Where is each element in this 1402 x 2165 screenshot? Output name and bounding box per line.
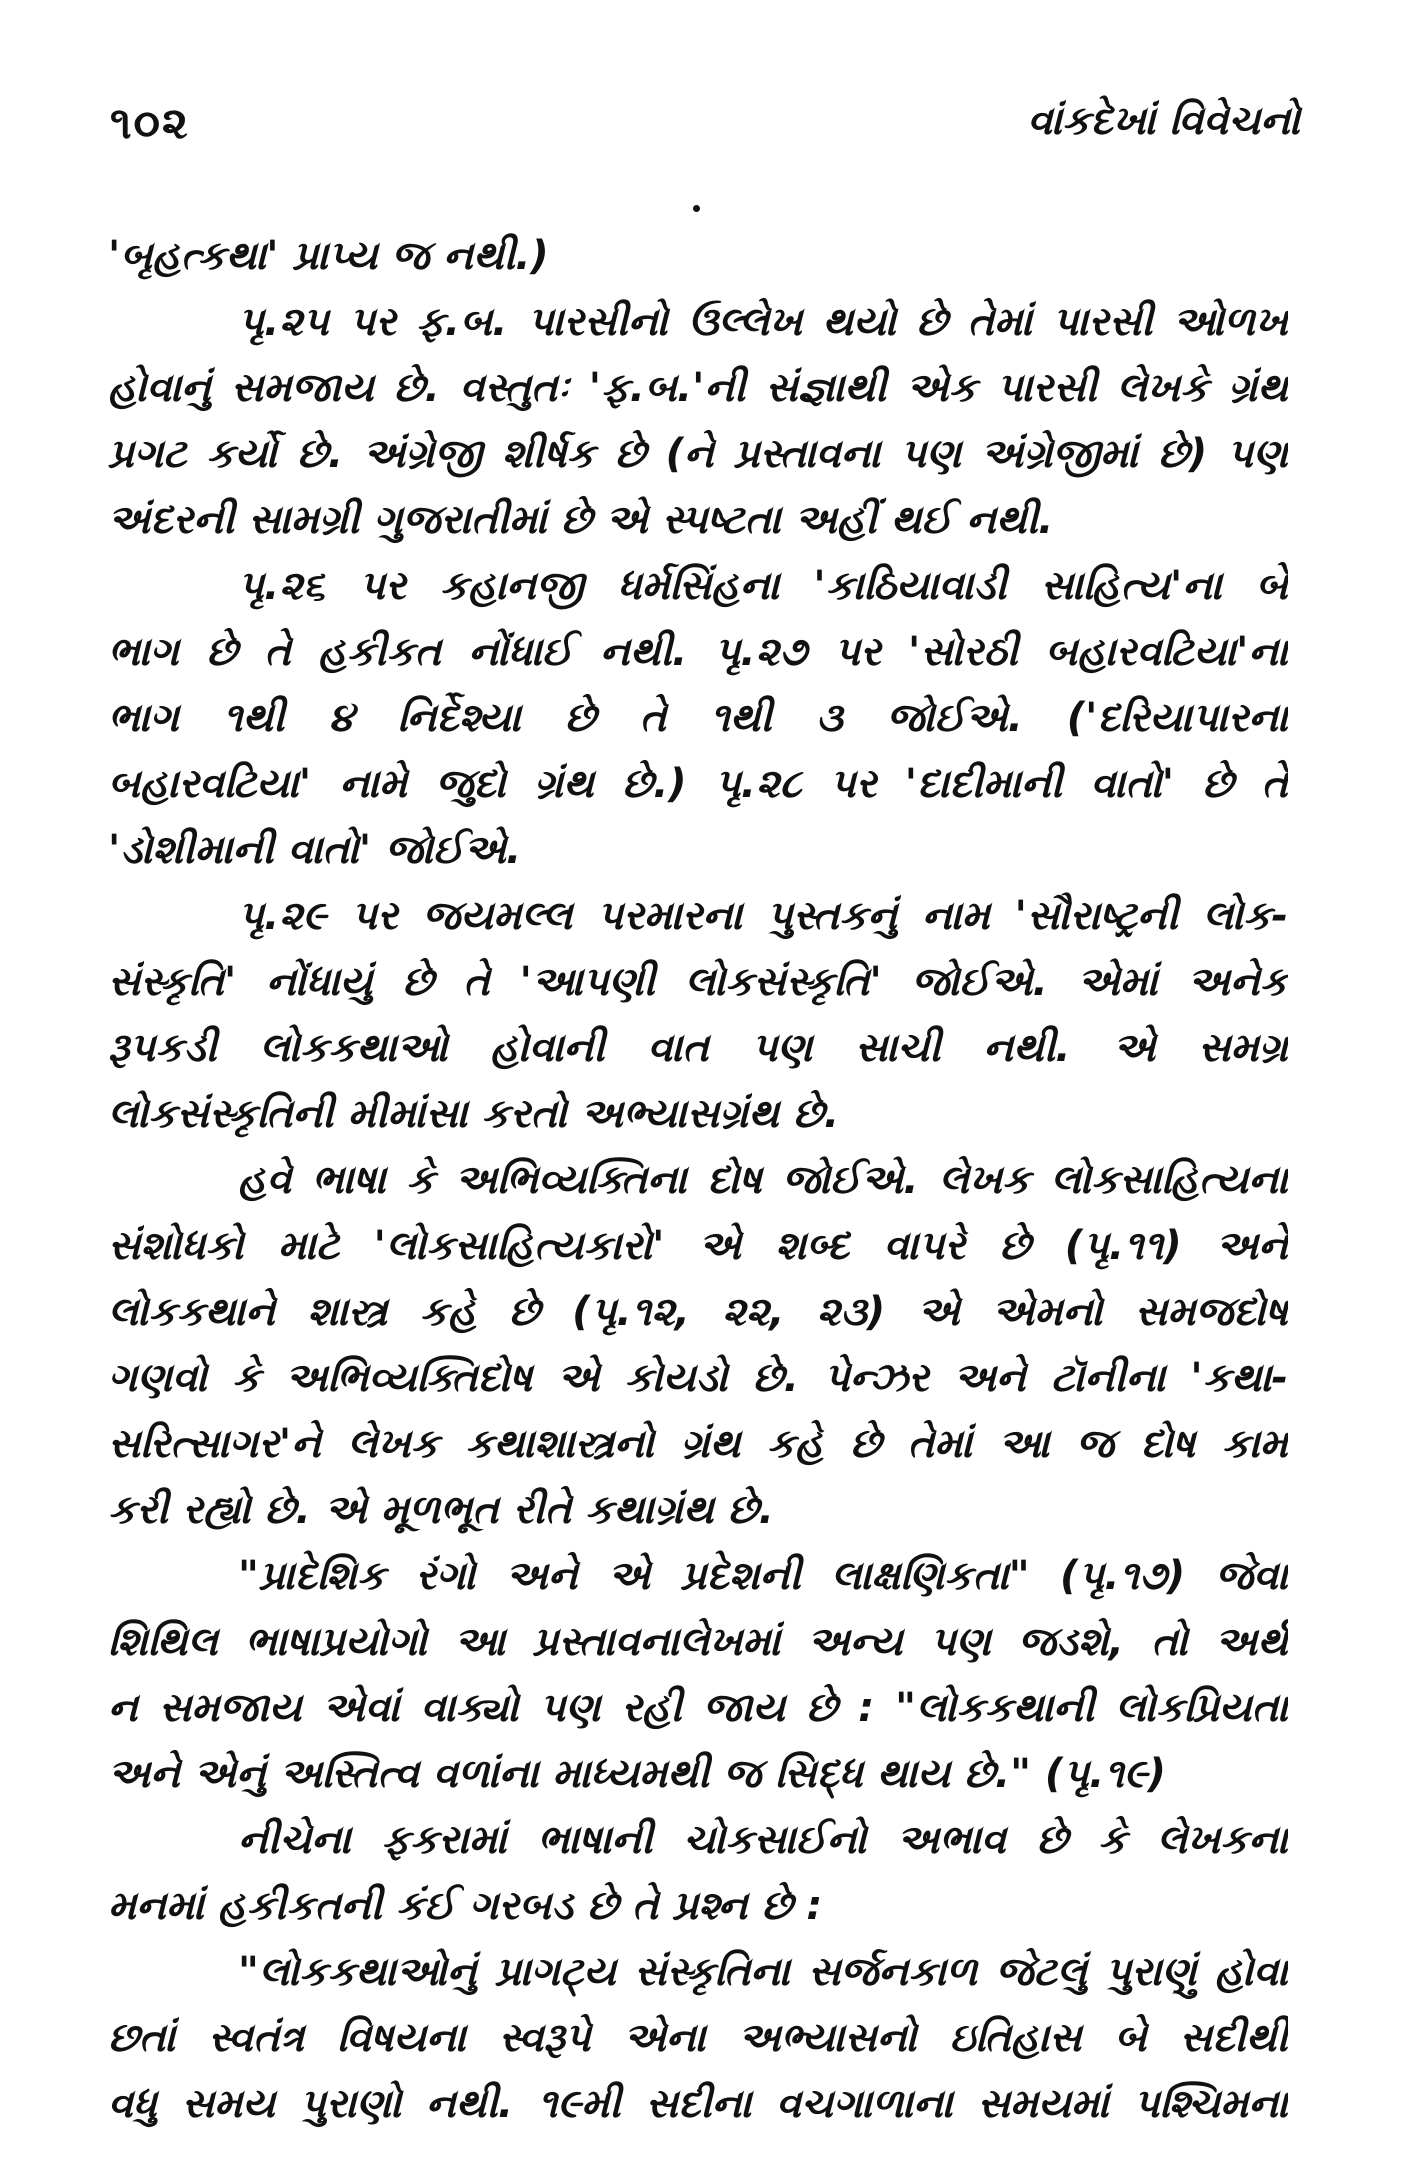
text-line: વધુ સમય પુરાણો નથી. ૧૯મી સદીના વચગાળાના સમયમાં પશ્ચિમના <box>108 2081 1288 2127</box>
text-line: લોકસંસ્કૃતિની મીમાંસા કરતો અભ્યાસગ્રંથ છે. <box>108 1091 840 1137</box>
text-line: "લોકકથાઓનું પ્રાગટ્ય સંસ્કૃતિના સર્જનકાળ જેટલું પુરાણું હોવા <box>238 1949 1288 1995</box>
text-line: હોવાનું સમજાય છે. વસ્તુતઃ 'ફ.બ.'ની સંજ્ઞાથી એક પારસી લેખકે ગ્રંથ <box>108 365 1288 411</box>
text-line: ભાગ છે તે હકીકત નોંધાઈ નથી. પૃ.૨૭ પર 'સોરઠી બહારવટિયા'ના <box>108 629 1288 675</box>
text-line: કરી રહ્યો છે. એ મૂળભૂત રીતે કથાગ્રંથ છે. <box>108 1487 774 1533</box>
text-line: ભાગ ૧થી ૪ નિર્દેશ્યા છે તે ૧થી ૩ જોઈએ. ('દરિયાપારના <box>108 695 1288 741</box>
text-line: 'બૃહત્કથા' પ્રાપ્ય જ નથી.) <box>108 233 549 279</box>
text-line: રૂપકડી લોકકથાઓ હોવાની વાત પણ સાચી નથી. એ સમગ્ર <box>108 1025 1288 1071</box>
text-line: સરિત્સાગર'ને લેખક કથાશાસ્ત્રનો ગ્રંથ કહે છે તેમાં આ જ દોષ કામ <box>108 1421 1288 1467</box>
page-number: ૧૦૨ <box>110 98 190 149</box>
text-line: 'ડોશીમાની વાતો' જોઈએ. <box>108 827 522 873</box>
text-line: લોકકથાને શાસ્ત્ર કહે છે (પૃ.૧૨, ૨૨, ૨૩) એ એમનો સમજદોષ <box>108 1289 1288 1335</box>
text-line: પૃ.૨૯ પર જયમલ્લ પરમારના પુસ્તકનું નામ 'સૌરાષ્ટ્રની લોક- <box>238 893 1288 939</box>
text-line: મનમાં હકીકતની કંઈ ગરબડ છે તે પ્રશ્ન છે : <box>108 1883 823 1929</box>
running-title: વાંકદેખાં વિવેચનો <box>1027 98 1300 144</box>
text-line: અને એનું અસ્તિત્વ વળાંના માધ્યમથી જ સિદ્ધ થાય છે." (પૃ.૧૯) <box>108 1751 1166 1797</box>
text-line: પૃ.૨૫ પર ફ.બ. પારસીનો ઉલ્લેખ થયો છે તેમાં પારસી ઓળખ <box>238 299 1288 345</box>
text-line: પૃ.૨૬ પર કહાનજી ધર્મસિંહના 'કાઠિયાવાડી સાહિત્ય'ના બે <box>238 563 1288 609</box>
text-line: છતાં સ્વતંત્ર વિષયના સ્વરૂપે એના અભ્યાસનો ઇતિહાસ બે સદીથી <box>108 2015 1288 2061</box>
text-line: અંદરની સામગ્રી ગુજરાતીમાં છે એ સ્પષ્ટતા અહીં થઈ નથી. <box>108 497 1054 543</box>
text-line: શિથિલ ભાષાપ્રયોગો આ પ્રસ્તાવનાલેખમાં અન્ય પણ જડશે, તો અર્થ <box>108 1619 1288 1665</box>
text-line: સંસ્કૃતિ' નોંધાયું છે તે 'આપણી લોકસંસ્કૃતિ' જોઈએ. એમાં અનેક <box>108 959 1288 1005</box>
text-line: "પ્રાદેશિક રંગો અને એ પ્રદેશની લાક્ષણિકતા" (પૃ.૧૭) જેવા <box>238 1553 1288 1599</box>
page-header <box>110 98 1300 158</box>
text-line: હવે ભાષા કે અભિવ્યક્તિના દોષ જોઈએ. લેખક લોકસાહિત્યના <box>238 1157 1288 1203</box>
text-line: નીચેના ફકરામાં ભાષાની ચોકસાઈનો અભાવ છે કે લેખકના <box>238 1817 1288 1863</box>
text-line: સંશોધકો માટે 'લોકસાહિત્યકારો' એ શબ્દ વાપરે છે (પૃ.૧૧) અને <box>108 1223 1288 1269</box>
text-line: ગણવો કે અભિવ્યક્તિદોષ એ કોયડો છે. પેન્ઝર અને ટૉનીના 'કથા- <box>108 1355 1288 1401</box>
text-line: પ્રગટ કર્યો છે. અંગ્રેજી શીર્ષક છે (ને પ્રસ્તાવના પણ અંગ્રેજીમાં છે) પણ <box>108 431 1288 477</box>
ink-dot <box>693 205 700 212</box>
text-line: ન સમજાય એવાં વાક્યો પણ રહી જાય છે : "લોકકથાની લોકપ્રિયતા <box>108 1685 1288 1731</box>
text-line: બહારવટિયા' નામે જુદો ગ્રંથ છે.) પૃ.૨૮ પર 'દાદીમાની વાતો' છે તે <box>108 761 1288 807</box>
